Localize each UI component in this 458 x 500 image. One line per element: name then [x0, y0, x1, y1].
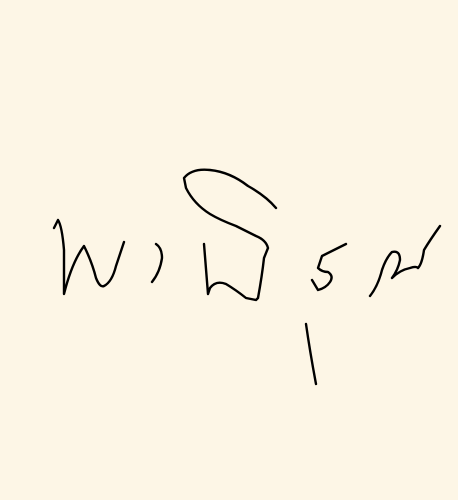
stroke-glyph-3 [184, 170, 276, 300]
stroke-glyph-2 [152, 244, 162, 282]
stroke-glyph-1 [54, 220, 124, 294]
stroke-glyph-5 [306, 324, 316, 384]
stroke-glyph-4 [312, 244, 346, 290]
handwritten-strokes [54, 170, 440, 384]
stroke-glyph-6 [370, 226, 440, 296]
